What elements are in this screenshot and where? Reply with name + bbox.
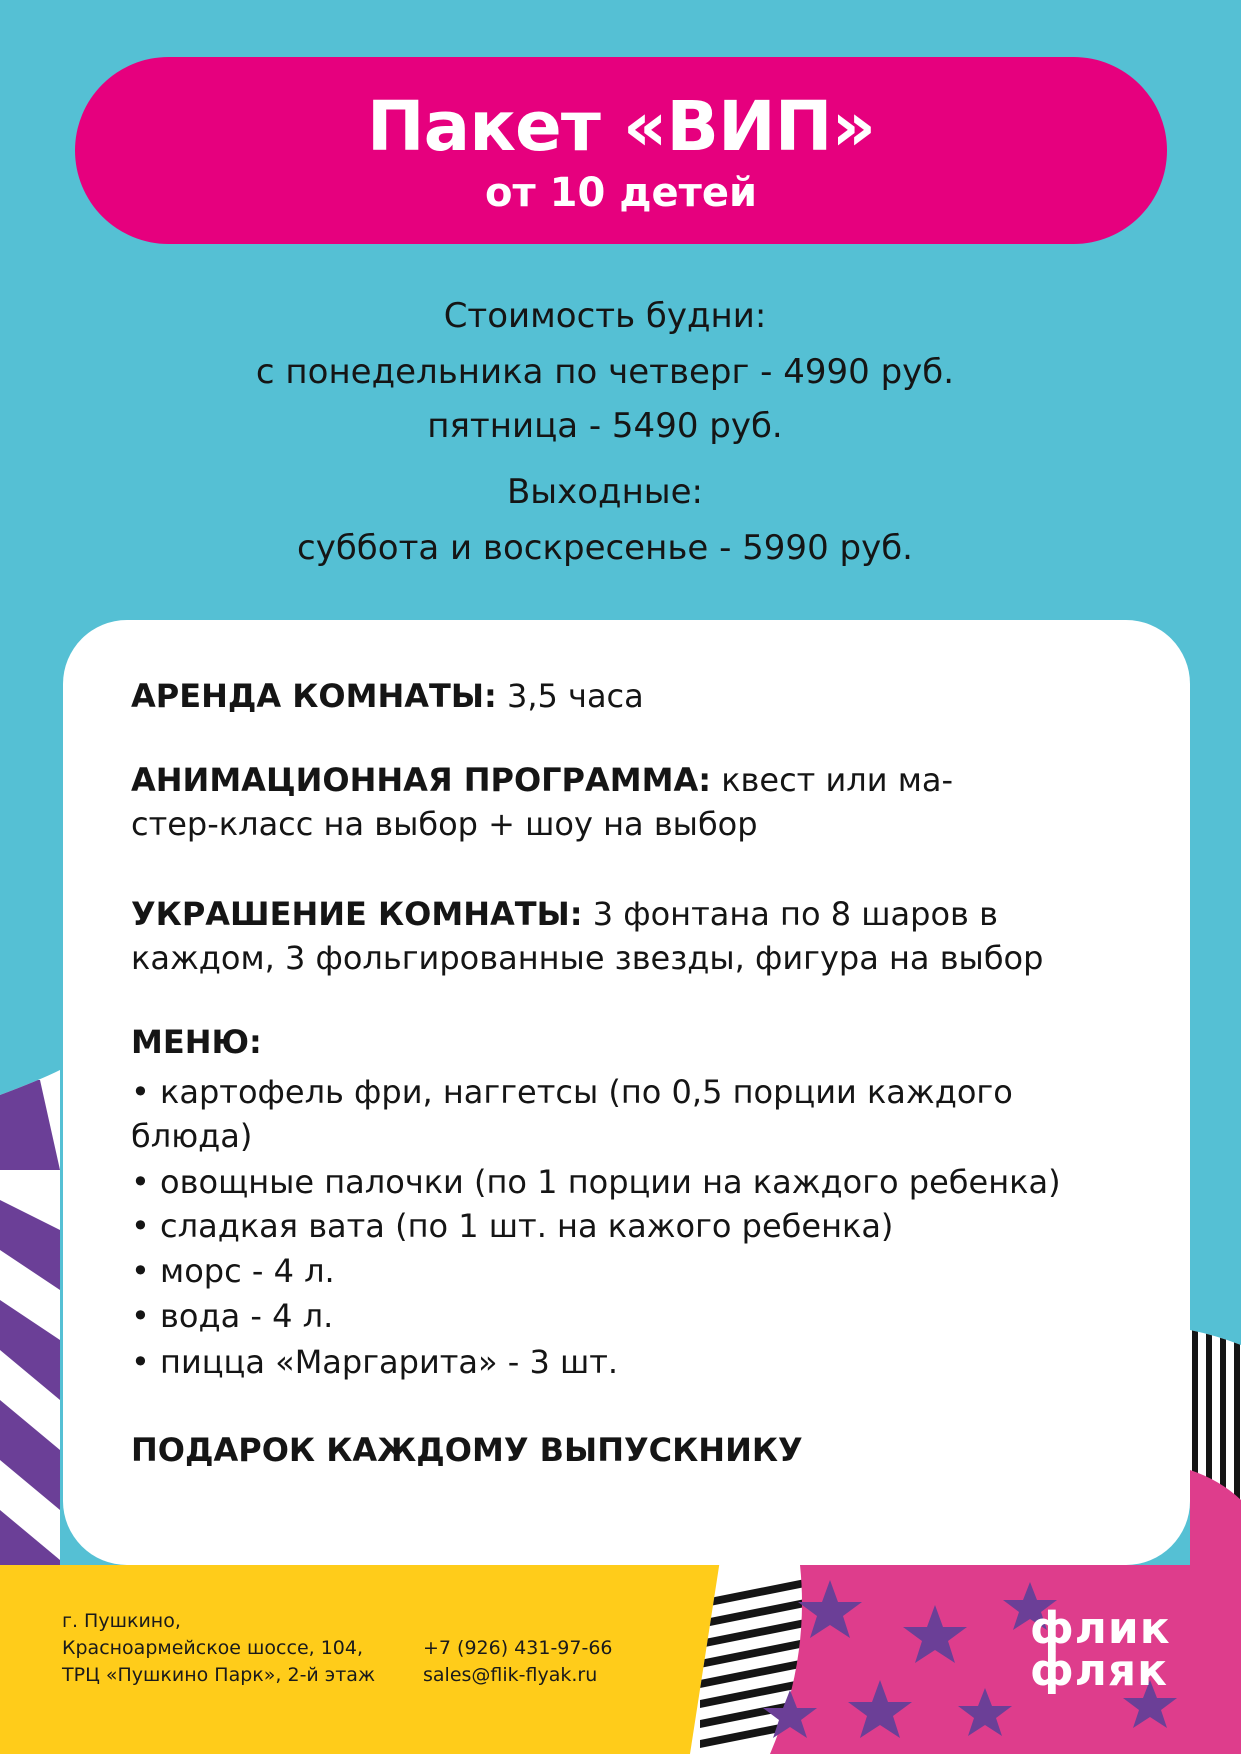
menu-item: • картофель фри, наггетсы (по 0,5 порции каждого bbox=[131, 1073, 1013, 1111]
package-subtitle: от 10 детей bbox=[485, 170, 757, 216]
menu-item: • сладкая вата (по 1 шт. на кажого ребенка) bbox=[131, 1207, 894, 1245]
menu-label-text: МЕНЮ: bbox=[131, 1023, 262, 1061]
room-rental-label: АРЕНДА КОМНАТЫ: bbox=[131, 677, 497, 715]
details-card bbox=[63, 620, 1190, 1565]
animation-value-1: квест или ма- bbox=[721, 761, 953, 799]
flik-flyak-logo bbox=[1030, 1603, 1171, 1696]
price-weekend: суббота и воскресенье - 5990 руб. bbox=[297, 528, 913, 568]
gift-note bbox=[131, 1428, 1171, 1472]
menu-item: • морс - 4 л. bbox=[131, 1252, 335, 1290]
address-line: ТРЦ «Пушкино Парк», 2-й этаж bbox=[62, 1664, 376, 1686]
room-rental-value: 3,5 часа bbox=[506, 677, 644, 715]
email-link[interactable]: sales@flik-flyak.ru bbox=[423, 1664, 598, 1686]
address-line: Красноармейское шоссе, 104, bbox=[62, 1637, 364, 1659]
menu-item: • вода - 4 л. bbox=[131, 1297, 334, 1335]
menu-item: • овощные палочки (по 1 порции на каждого ребенка) bbox=[131, 1163, 1061, 1201]
package-title: Пакет «ВИП» bbox=[366, 87, 876, 167]
animation-program bbox=[131, 758, 1171, 846]
logo-line: фляк bbox=[1030, 1645, 1168, 1696]
weekend-title: Выходные: bbox=[506, 472, 704, 512]
package-banner bbox=[75, 57, 1167, 244]
animation-label: АНИМАЦИОННАЯ ПРОГРАММА: bbox=[131, 761, 712, 799]
menu-label bbox=[131, 1020, 1171, 1064]
weekdays-title: Стоимость будни: bbox=[443, 296, 767, 336]
address-line: г. Пушкино, bbox=[62, 1610, 181, 1632]
menu-item: • пицца «Маргарита» - 3 шт. bbox=[131, 1343, 619, 1381]
room-rental bbox=[131, 674, 1171, 718]
decoration-value-2: каждом, 3 фольгированные звезды, фигура на выбор bbox=[131, 939, 1044, 977]
menu-item: блюда) bbox=[131, 1117, 253, 1155]
footer-address bbox=[62, 1608, 375, 1689]
footer-contacts bbox=[423, 1635, 613, 1689]
gift-note-text: ПОДАРОК КАЖДОМУ ВЫПУСКНИКУ bbox=[131, 1431, 803, 1469]
decoration-label: УКРАШЕНИЕ КОМНАТЫ: bbox=[131, 895, 583, 933]
price-friday: пятница - 5490 руб. bbox=[427, 406, 783, 446]
price-mon-thu: с понедельника по четверг - 4990 руб. bbox=[255, 352, 955, 392]
logo-line: флик bbox=[1030, 1603, 1171, 1654]
room-decoration bbox=[131, 892, 1171, 980]
decoration-value-1: 3 фонтана по 8 шаров в bbox=[592, 895, 998, 933]
phone-link[interactable]: +7 (926) 431-97-66 bbox=[423, 1637, 613, 1659]
animation-value-2: стер-класс на выбор + шоу на выбор bbox=[131, 805, 758, 843]
